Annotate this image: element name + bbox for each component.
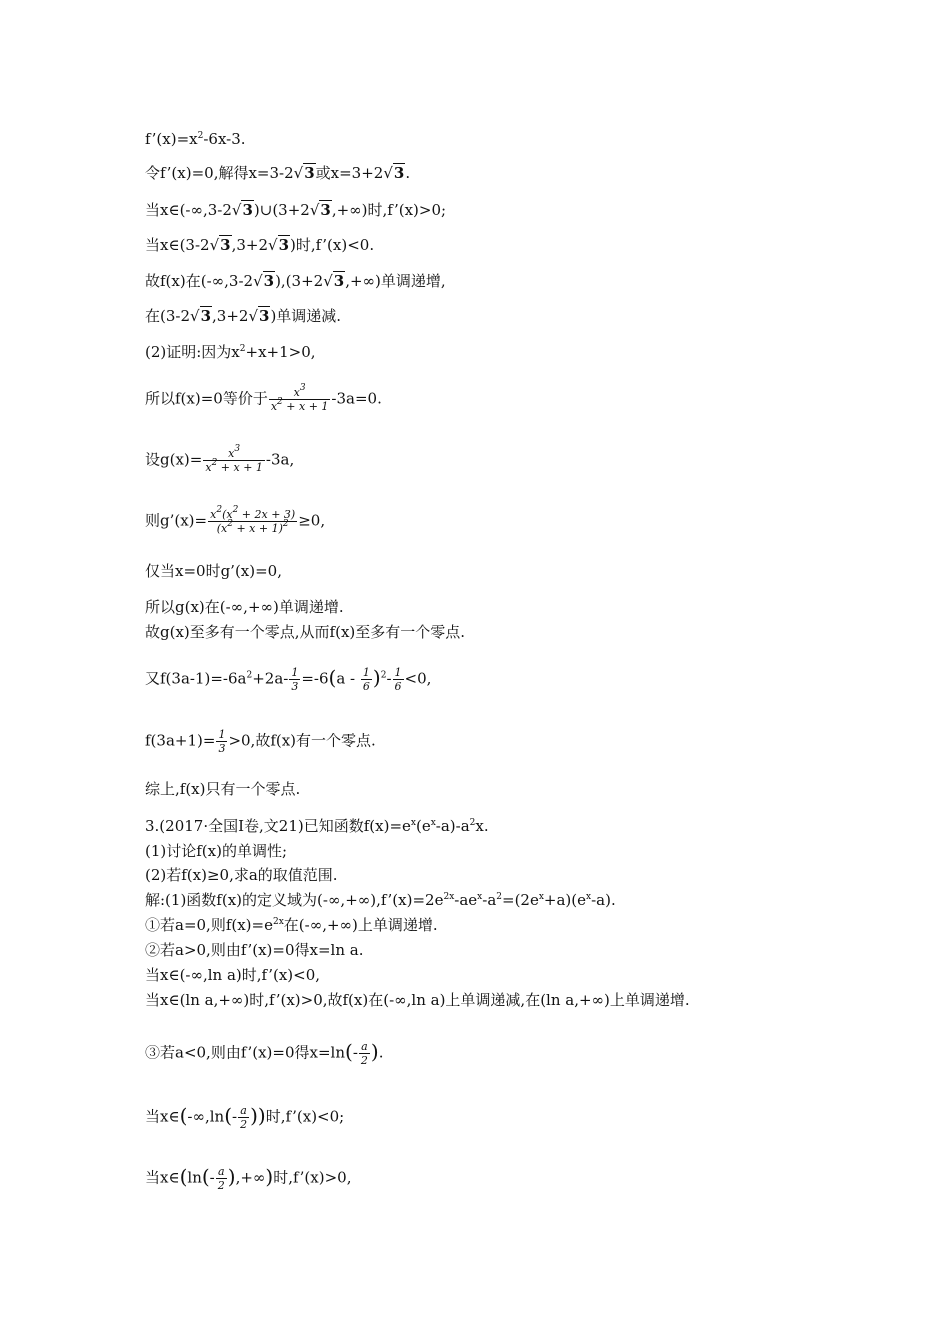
line-case-a-positive-inc: 当x∈(ln a,+∞)时,f’(x)>0,故f(x)在(-∞,ln a)上单调递减,在(ln a,+∞)上单调递增. (145, 991, 690, 1009)
line-case-a-zero: ①若a=0,则$f(x)=e^{2x}$在(-∞,+∞)上单调递增. (145, 916, 438, 934)
line-case-a-negative: ③若a<0,则由f’(x)=0得x=ln(- $\frac{a}{2}$ ). (145, 1039, 384, 1067)
line-case-a-positive: ②若a>0,则由f’(x)=0得x=ln a. (145, 941, 364, 959)
line-g-increasing: 所以g(x)在(-∞,+∞)单调递增. (145, 598, 344, 616)
line-part-1: (1)讨论f(x)的单调性; (145, 842, 288, 860)
line-case-a-negative-inc: 当x∈(ln(- $\frac{a}{2}$ ),+∞)时,f’(x)>0, (145, 1164, 352, 1192)
line-decreasing-interval: 当x∈(3-2√3,3+2√3)时,f’(x)<0. (145, 236, 375, 254)
line-only-zero: 仅当x=0时g’(x)=0, (145, 562, 282, 580)
line-case-a-positive-dec: 当x∈(-∞,ln a)时,f’(x)<0, (145, 966, 321, 984)
line-at-most-one-zero: 故g(x)至多有一个零点,从而f(x)至多有一个零点. (145, 623, 466, 641)
line-critical-points: 令f’(x)=0,解得x=3-2√3或x=3+2√3. (145, 164, 411, 182)
line-monotonic-decrease: 在(3-2√3,3+2√3)单调递减. (145, 307, 342, 325)
line-problem-3: 3.(2017·全国Ⅰ卷,文21)已知函数$f(x)=e^x(e^x-a)-a^2x$. (145, 817, 489, 835)
line-solution-start: 解:(1)函数f(x)的定义域为$(-\infty,+\infty),f’(x)=2e^{2x}-ae^x-a^2=(2e^x+a)(e^x-a)$. (145, 891, 616, 909)
line-derivative: $f’(x)=x^2-6x-3$. (145, 130, 246, 148)
line-part-2: (2)若f(x)≥0,求a的取值范围. (145, 866, 338, 884)
line-f-3a-minus-1: 又$f(3a-1)=-6a^2+2a-$ $\frac{1}{3}$ =-6(a - $\frac{1}{6}$ )$^2$- $\frac{1}{6}$ <0, (145, 665, 432, 693)
line-define-g: 设g(x)= $\frac{x^3}{x^2 + x + 1}$ -3a, (145, 444, 295, 474)
line-monotonic-increase: 故f(x)在(-∞,3-2√3),(3+2√3,+∞)单调递增, (145, 272, 446, 290)
line-equivalent: 所以f(x)=0等价于 $\frac{x^3}{x^2 + x + 1}$ -3a=0. (145, 383, 382, 413)
line-f-3a-plus-1: f(3a+1)= $\frac{1}{3}$ >0,故f(x)有一个零点. (145, 728, 376, 755)
line-conclusion: 综上,f(x)只有一个零点. (145, 780, 301, 798)
line-g-derivative: 则g’(x)= $\frac{x^2(x^2 + 2x + 3)}{(x^2 + x + 1)^2}$ ≥0, (145, 505, 326, 535)
line-case-a-negative-dec: 当x∈(-∞,ln(- $\frac{a}{2}$ ))时,f’(x)<0; (145, 1103, 345, 1131)
line-proof-start: (2)证明:因为$x^2+x+1>0$, (145, 343, 316, 361)
line-increasing-interval: 当x∈(-∞,3-2√3)∪(3+2√3,+∞)时,f’(x)>0; (145, 201, 447, 219)
